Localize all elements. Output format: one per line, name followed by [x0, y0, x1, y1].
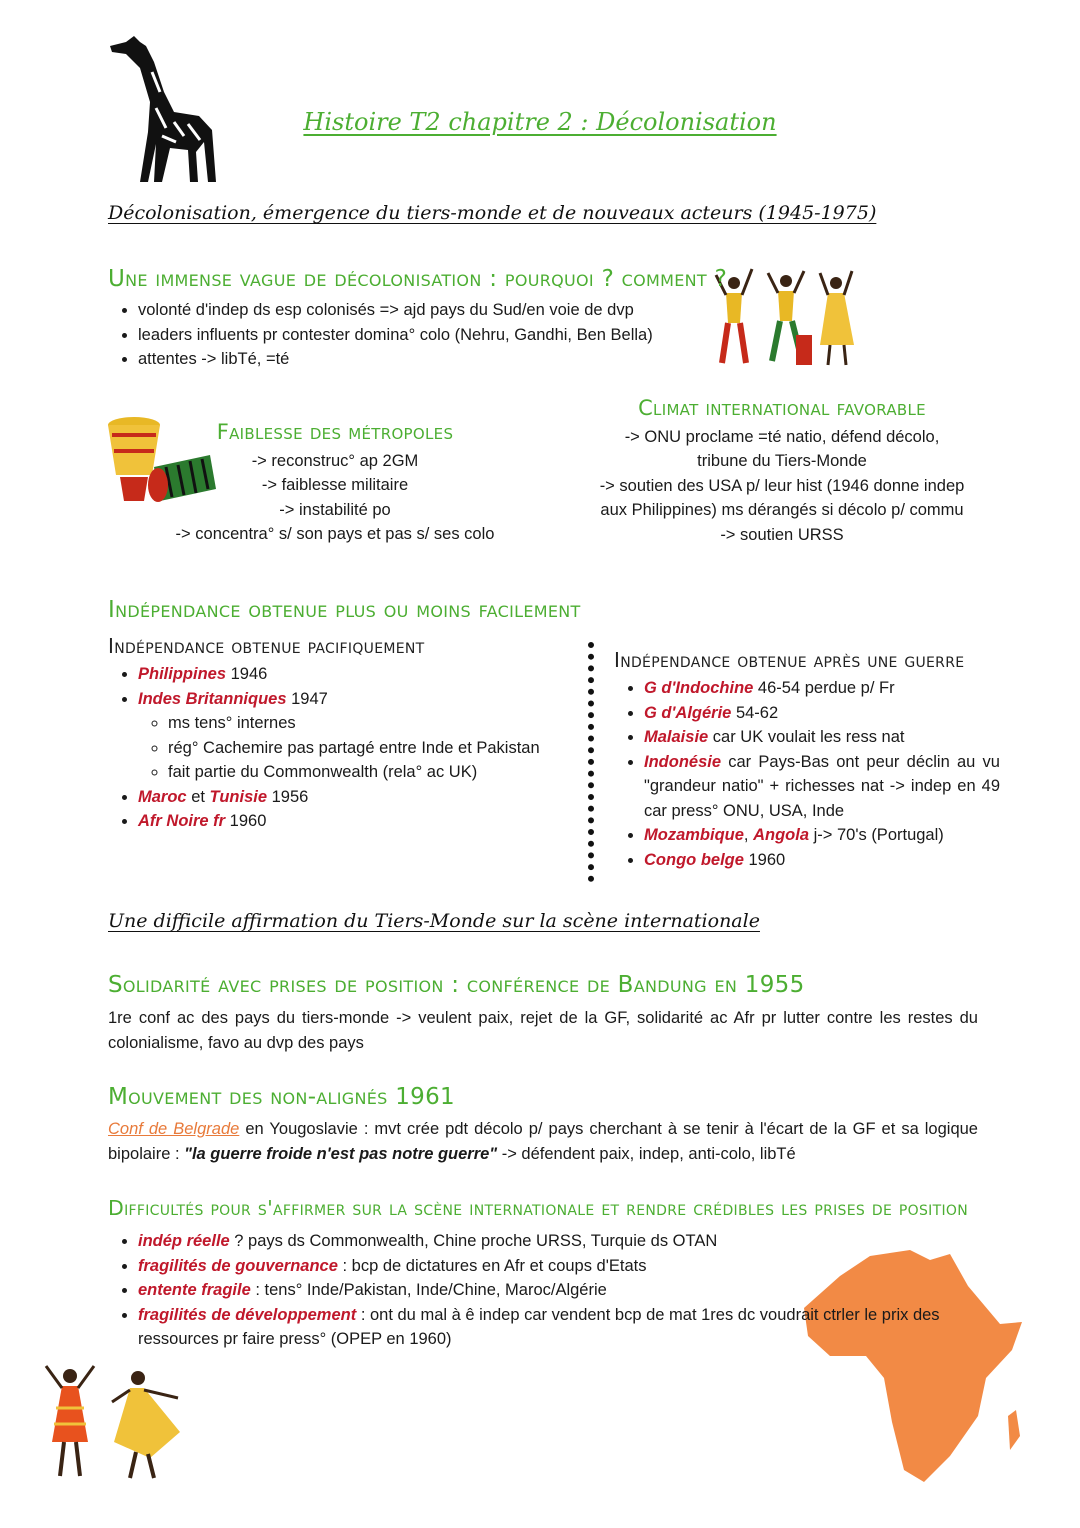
heading-pacifique: Indépendance obtenue pacifiquement — [108, 634, 425, 658]
climat-line: aux Philippines) ms dérangés si décolo p/ commu — [600, 501, 964, 519]
difficultes-list — [108, 1229, 1002, 1352]
country-name: Angola — [753, 826, 810, 844]
list-item: • G d'Algérie 54-62 — [644, 701, 1000, 726]
list-item: • Philippines 1946 — [138, 662, 608, 687]
list-item: • Malaisie car UK voulait les ress nat — [644, 725, 1000, 750]
heading-bandung: Solidarité avec prises de position : conférence de Bandung en 1955 — [108, 972, 805, 998]
faiblesse-block — [150, 420, 520, 547]
country-name: G d'Indochine — [644, 679, 754, 697]
country-name: Malaisie — [644, 728, 709, 746]
list-item: • Indonésie car Pays-Bas ont peur déclin au vu "grandeur natio" + richesses nat -> indep en 49 car press° ONU, USA, Inde — [644, 750, 1000, 824]
women-dancers-illustration — [40, 1362, 188, 1484]
pacifique-list — [108, 662, 608, 834]
climat-line: -> soutien des USA p/ leur hist (1946 donne indep — [599, 476, 965, 495]
list-item: • Maroc et Tunisie 1956 — [138, 785, 608, 810]
faiblesse-line: -> concentra° s/ son pays et pas s/ ses colo — [175, 525, 495, 543]
list-item: • volonté d'indep ds esp colonisés => ajd pays du Sud/en voie de dvp — [138, 298, 738, 323]
heading-faiblesse: Faiblesse des métropoles — [216, 420, 454, 444]
section-title-decolonisation: Décolonisation, émergence du tiers-monde et de nouveaux acteurs (1945-1975) — [108, 202, 877, 224]
list-item: ◦ ms tens° internes — [168, 711, 608, 736]
heading-non-alignes: Mouvement des non-alignés 1961 — [108, 1084, 455, 1110]
list-item: • Congo belge 1960 — [644, 848, 1000, 873]
list-item: • entente fragile : tens° Inde/Pakistan, Inde/Chine, Maroc/Algérie — [138, 1278, 1002, 1303]
list-item: • fragilités de gouvernance : bcp de dictatures en Afr et coups d'Etats — [138, 1254, 1002, 1279]
list-item: • Afr Noire fr 1960 — [138, 809, 608, 834]
faiblesse-line: -> reconstruc° ap 2GM — [251, 451, 419, 470]
climat-line: -> ONU proclame =té natio, défend décolo, — [624, 427, 940, 446]
non-alignes-text: Conf de Belgrade en Yougoslavie : mvt crée pdt décolo p/ pays cherchant à se tenir à l'écart de la GF et sa logique bipolaire : "la guerre froide n'est pas notre guerre" -> défendent paix, indep, anti-colo, libTé — [108, 1120, 978, 1163]
country-name: Mozambique — [644, 826, 744, 844]
list-item: • Indes Britanniques 1947 ◦ ms tens° internes ◦ rég° Cachemire pas partagé entre Inde et Pakistan ◦ fait partie du Commonwealth (rela° ac UK) — [138, 687, 608, 785]
column-divider — [588, 642, 594, 882]
country-name: G d'Algérie — [644, 703, 732, 722]
heading-independance: Indépendance obtenue plus ou moins facilement — [108, 597, 581, 623]
heading-difficultes: Difficultés pour s'affirmer sur la scène internationale et rendre crédibles les prises de position — [108, 1196, 968, 1220]
list-item: ◦ fait partie du Commonwealth (rela° ac UK) — [168, 760, 608, 785]
indes-sublist — [138, 711, 608, 785]
bandung-text: 1re conf ac des pays du tiers-monde -> veulent paix, rejet de la GF, solidarité ac Afr pr lutter contre les restes du colonialisme, favo au dvp des pays — [108, 1009, 978, 1052]
faiblesse-line: -> instabilité po — [279, 500, 391, 519]
list-item: • G d'Indochine 46-54 perdue p/ Fr — [644, 676, 1000, 701]
country-name: Indes Britanniques — [138, 689, 287, 708]
climat-line: tribune du Tiers-Monde — [697, 452, 867, 470]
country-name: Tunisie — [209, 787, 268, 806]
country-name: Maroc — [138, 787, 187, 806]
difficulty-name: indép réelle — [138, 1232, 230, 1250]
country-name: Philippines — [138, 665, 227, 683]
list-item: • fragilités de développement : ont du mal à ê indep car vendent bcp de mat 1res dc voudrait ctrler le prix des ressources pr faire press° (OPEP en 1960) — [138, 1303, 1002, 1352]
list-item: • Mozambique, Angola j-> 70's (Portugal) — [644, 823, 1000, 848]
guerre-list — [614, 676, 1000, 872]
list-item: • indép réelle ? pays ds Commonwealth, Chine proche URSS, Turquie ds OTAN — [138, 1229, 1002, 1254]
conf-belgrade-link[interactable]: Conf de Belgrade — [108, 1120, 240, 1138]
vague-list — [108, 298, 738, 372]
climat-line: -> soutien URSS — [720, 525, 844, 544]
climat-block — [590, 396, 974, 547]
heading-guerre: Indépendance obtenue après une guerre — [614, 648, 965, 672]
list-item: • leaders influents pr contester domina° colo (Nehru, Gandhi, Ben Bella) — [138, 323, 738, 348]
difficulty-name: entente fragile — [138, 1281, 251, 1299]
section-title-tiers-monde: Une difficile affirmation du Tiers-Monde sur la scène internationale — [108, 910, 760, 932]
country-name: Indonésie — [644, 752, 722, 771]
country-name: Afr Noire fr — [138, 812, 226, 830]
page-title: Histoire T2 chapitre 2 : Décolonisation — [303, 108, 777, 136]
quote: "la guerre froide n'est pas notre guerre" — [184, 1144, 498, 1163]
difficulty-name: fragilités de gouvernance — [138, 1256, 338, 1275]
country-name: Congo belge — [644, 850, 744, 869]
list-item: • attentes -> libTé, =té — [138, 347, 738, 372]
difficulty-name: fragilités de développement — [138, 1305, 357, 1324]
faiblesse-line: -> faiblesse militaire — [261, 476, 409, 494]
list-item: ◦ rég° Cachemire pas partagé entre Inde et Pakistan — [168, 736, 608, 761]
heading-vague-decolonisation: Une immense vague de décolonisation : pourquoi ? comment ? — [108, 266, 728, 292]
heading-climat: Climat international favorable — [638, 396, 926, 420]
